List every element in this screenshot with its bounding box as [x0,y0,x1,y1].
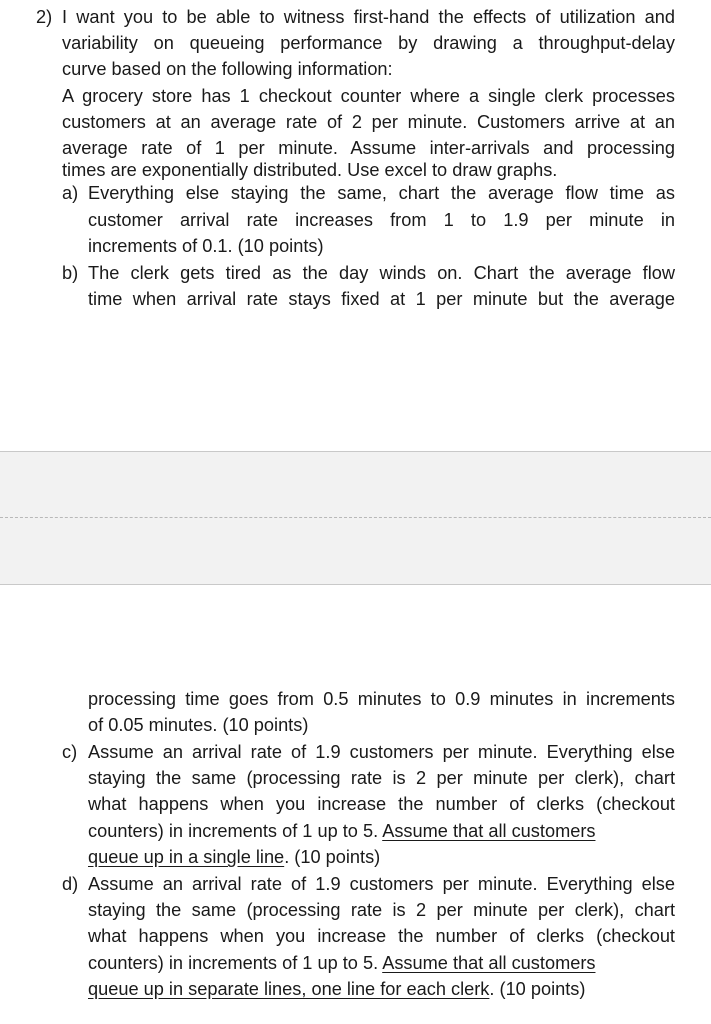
page-break-gap [0,451,711,585]
part-c-underline-2: queue up in a single line [88,847,285,867]
part-d-line-4-text: counters) in increments of 1 up to 5. [88,953,379,973]
part-d-underline-1: Assume that all customers [382,953,596,973]
scenario-line-4: times are exponentially distributed. Use excel to draw graphs. [62,160,558,180]
part-a-line-1: Everything else staying the same, chart the average flow time as [88,183,675,203]
part-d-line-4 [88,950,595,976]
part-c-line-1: Assume an arrival rate of 1.9 customers per minute. Everything else [88,742,675,762]
part-b-line-3: processing time goes from 0.5 minutes to 0.9 minutes in increments [88,689,675,709]
part-c-underline-1: Assume that all customers [382,821,596,841]
part-c-line-3: what happens when you increase the number of clerks (checkout [88,794,675,814]
part-d-label: d) [62,874,79,894]
part-a-line-2: customer arrival rate increases from 1 to 1.9 per minute in [88,210,675,230]
part-d-underline-2: queue up in separate lines, one line for each clerk [88,979,490,999]
part-b-line-1: The clerk gets tired as the day winds on. Chart the average flow [88,263,675,283]
part-c-line-2: staying the same (processing rate is 2 per minute per clerk), chart [88,768,675,788]
part-d-line-3: what happens when you increase the number of clerks (checkout [88,926,675,946]
part-b-label: b) [62,263,79,283]
part-d-line-1: Assume an arrival rate of 1.9 customers per minute. Everything else [88,874,675,894]
part-c-line-5 [88,844,380,870]
part-d-line-5 [88,976,585,1002]
part-a-label: a) [62,183,79,203]
part-c-tail: . (10 points) [284,847,381,867]
part-c-line-4-text: counters) in increments of 1 up to 5. [88,821,379,841]
intro-line-1: I want you to be able to witness first-hand the effects of utilization and [62,7,675,27]
intro-line-3: curve based on the following information: [62,59,393,79]
intro-line-2: variability on queueing performance by drawing a throughput-delay [62,33,675,53]
part-c-label: c) [62,742,78,762]
scenario-line-3: average rate of 1 per minute. Assume inter-arrivals and processing [62,138,675,158]
scenario-line-1: A grocery store has 1 checkout counter where a single clerk processes [62,86,675,106]
question-number: 2) [36,7,53,27]
scenario-line-2: customers at an average rate of 2 per minute. Customers arrive at an [62,112,675,132]
part-d-tail: . (10 points) [489,979,586,999]
part-a-line-3: increments of 0.1. (10 points) [88,236,324,256]
part-b-line-4: of 0.05 minutes. (10 points) [88,715,309,735]
page-break-dashed-line [0,517,711,518]
part-b-line-2: time when arrival rate stays fixed at 1 per minute but the average [88,289,675,309]
part-c-line-4 [88,818,595,844]
part-d-line-2: staying the same (processing rate is 2 per minute per clerk), chart [88,900,675,920]
